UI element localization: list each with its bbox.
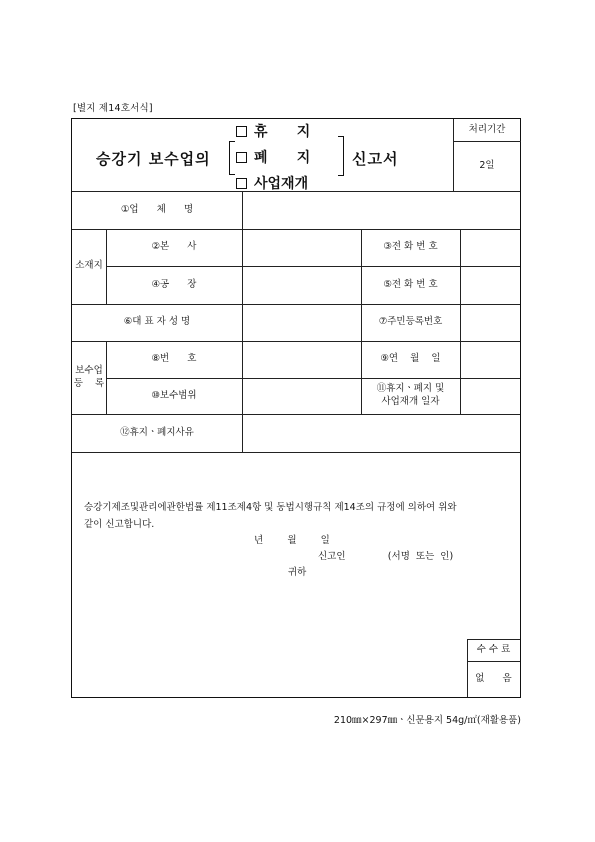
factory-phone-label: ⑤전 화 번 호: [383, 278, 438, 290]
head-office-label: ②본 사: [151, 241, 197, 253]
company-name-label: ①업 체 명: [120, 203, 194, 215]
checkbox-icon[interactable]: [236, 178, 247, 189]
declaration-form: [71, 118, 521, 698]
option-resumption[interactable]: 사업재개: [236, 173, 308, 193]
registration-number-label: ⑧번 호: [151, 353, 197, 365]
declaration-line-1: 승강기제조및관리에관한법률 제11조제4항 및 동법시행규칙 제14조의 규정에 의하여 위와: [84, 502, 457, 513]
declaration-date: 년 월 일: [254, 535, 330, 546]
form-title-suffix: 신고서: [352, 150, 399, 168]
registration-date-label: ⑨연 월 일: [380, 353, 441, 365]
representative-name-label: ⑥대 표 자 성 명: [123, 316, 191, 328]
addressee: 귀하: [288, 567, 307, 578]
divider: [460, 229, 461, 304]
option-suspension[interactable]: 휴 지: [236, 121, 310, 141]
fee-label: 수 수 료: [476, 643, 511, 655]
form-number: [별지 제14호서식]: [73, 103, 153, 114]
suspension-date-label: ⑪휴지ㆍ폐지 및 사업재개 일자: [376, 383, 445, 407]
head-office-phone-label: ③전 화 번 호: [383, 241, 438, 253]
checkbox-icon[interactable]: [236, 152, 247, 163]
factory-label: ④공 장: [151, 278, 197, 290]
right-bracket: [338, 136, 344, 176]
processing-period-label: 처리기간: [468, 123, 506, 135]
divider: [72, 452, 520, 453]
maintenance-scope-label: ⑩보수범위: [151, 389, 197, 401]
processing-period-value: 2일: [479, 159, 495, 171]
option-closure[interactable]: 폐 지: [236, 147, 310, 167]
divider: [460, 304, 461, 414]
resident-number-label: ⑦주민등록번호: [378, 316, 443, 328]
left-bracket: [229, 141, 235, 175]
form-title-prefix: 승강기 보수업의: [96, 150, 211, 168]
fee-value: 없 음: [475, 672, 512, 684]
suspension-reason-label: ⑫휴지ㆍ폐지사유: [120, 426, 194, 438]
location-label: 소재지: [75, 260, 103, 272]
paper-spec-footer: 210㎜×297㎜ㆍ신문용지 54g/㎡(재활용품): [333, 715, 521, 726]
registration-label: 보수업 등 록: [73, 364, 105, 389]
declaration-line-2: 같이 신고합니다.: [84, 519, 155, 530]
declarant-line: 신고인 (서명 또는 인): [318, 551, 454, 562]
checkbox-icon[interactable]: [236, 126, 247, 137]
divider: [242, 191, 243, 452]
